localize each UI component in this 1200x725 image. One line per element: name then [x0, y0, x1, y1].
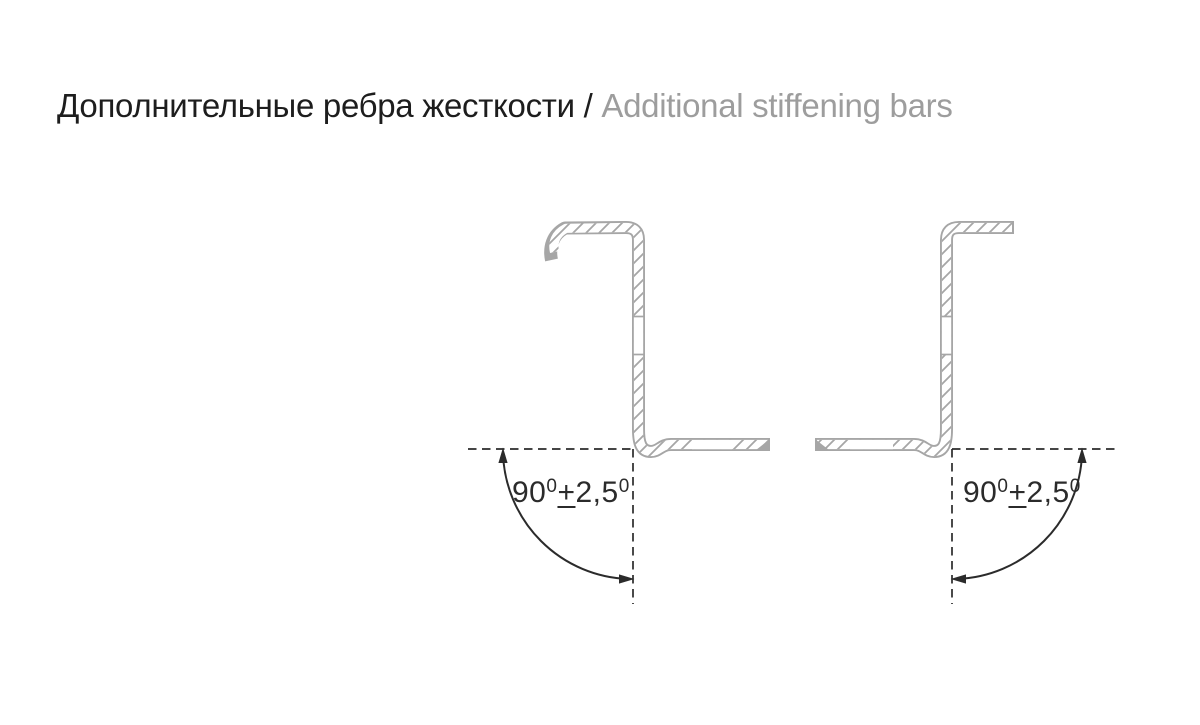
right-angle-tolerance: 2,5 [1026, 476, 1070, 509]
right-angle-arc [957, 454, 1082, 579]
profile-right [815, 228, 1014, 452]
left-angle-label [512, 476, 630, 510]
profile-right-core [817, 228, 1012, 452]
profile-left-flange-plain-segment [692, 440, 732, 449]
profile-left-outline [551, 228, 770, 452]
page-title-separator: / [574, 87, 602, 124]
profile-left [551, 228, 770, 452]
left-angle-plus-minus: + [557, 476, 576, 509]
page-title-english: Additional stiffening bars [601, 87, 953, 124]
profile-right-hatching [817, 228, 1012, 452]
profile-right-outline [815, 228, 1014, 452]
right-angle-plus-minus: + [1008, 476, 1027, 509]
angle-dimension-right [951, 448, 1118, 605]
left-angle-tolerance-sup: 0 [618, 476, 630, 497]
left-angle-degrees: 90 [512, 476, 547, 509]
right-angle-degrees: 90 [963, 476, 998, 509]
left-angle-arc [503, 454, 628, 579]
right-angle-degrees-sup: 0 [997, 476, 1009, 497]
profile-right-web-plain-segment [942, 317, 951, 354]
page-title-russian: Дополнительные ребра жесткости [57, 87, 575, 124]
left-angle-degrees-sup: 0 [546, 476, 558, 497]
angle-dimension-left [468, 448, 635, 605]
right-angle-tolerance-sup: 0 [1069, 476, 1081, 497]
profile-left-core [554, 228, 768, 452]
left-angle-tolerance: 2,5 [575, 476, 619, 509]
profile-left-web-plain-segment [634, 317, 643, 354]
profile-left-hatching [554, 228, 768, 452]
right-angle-label [963, 476, 1081, 510]
profile-right-flange-plain-segment [850, 440, 893, 449]
